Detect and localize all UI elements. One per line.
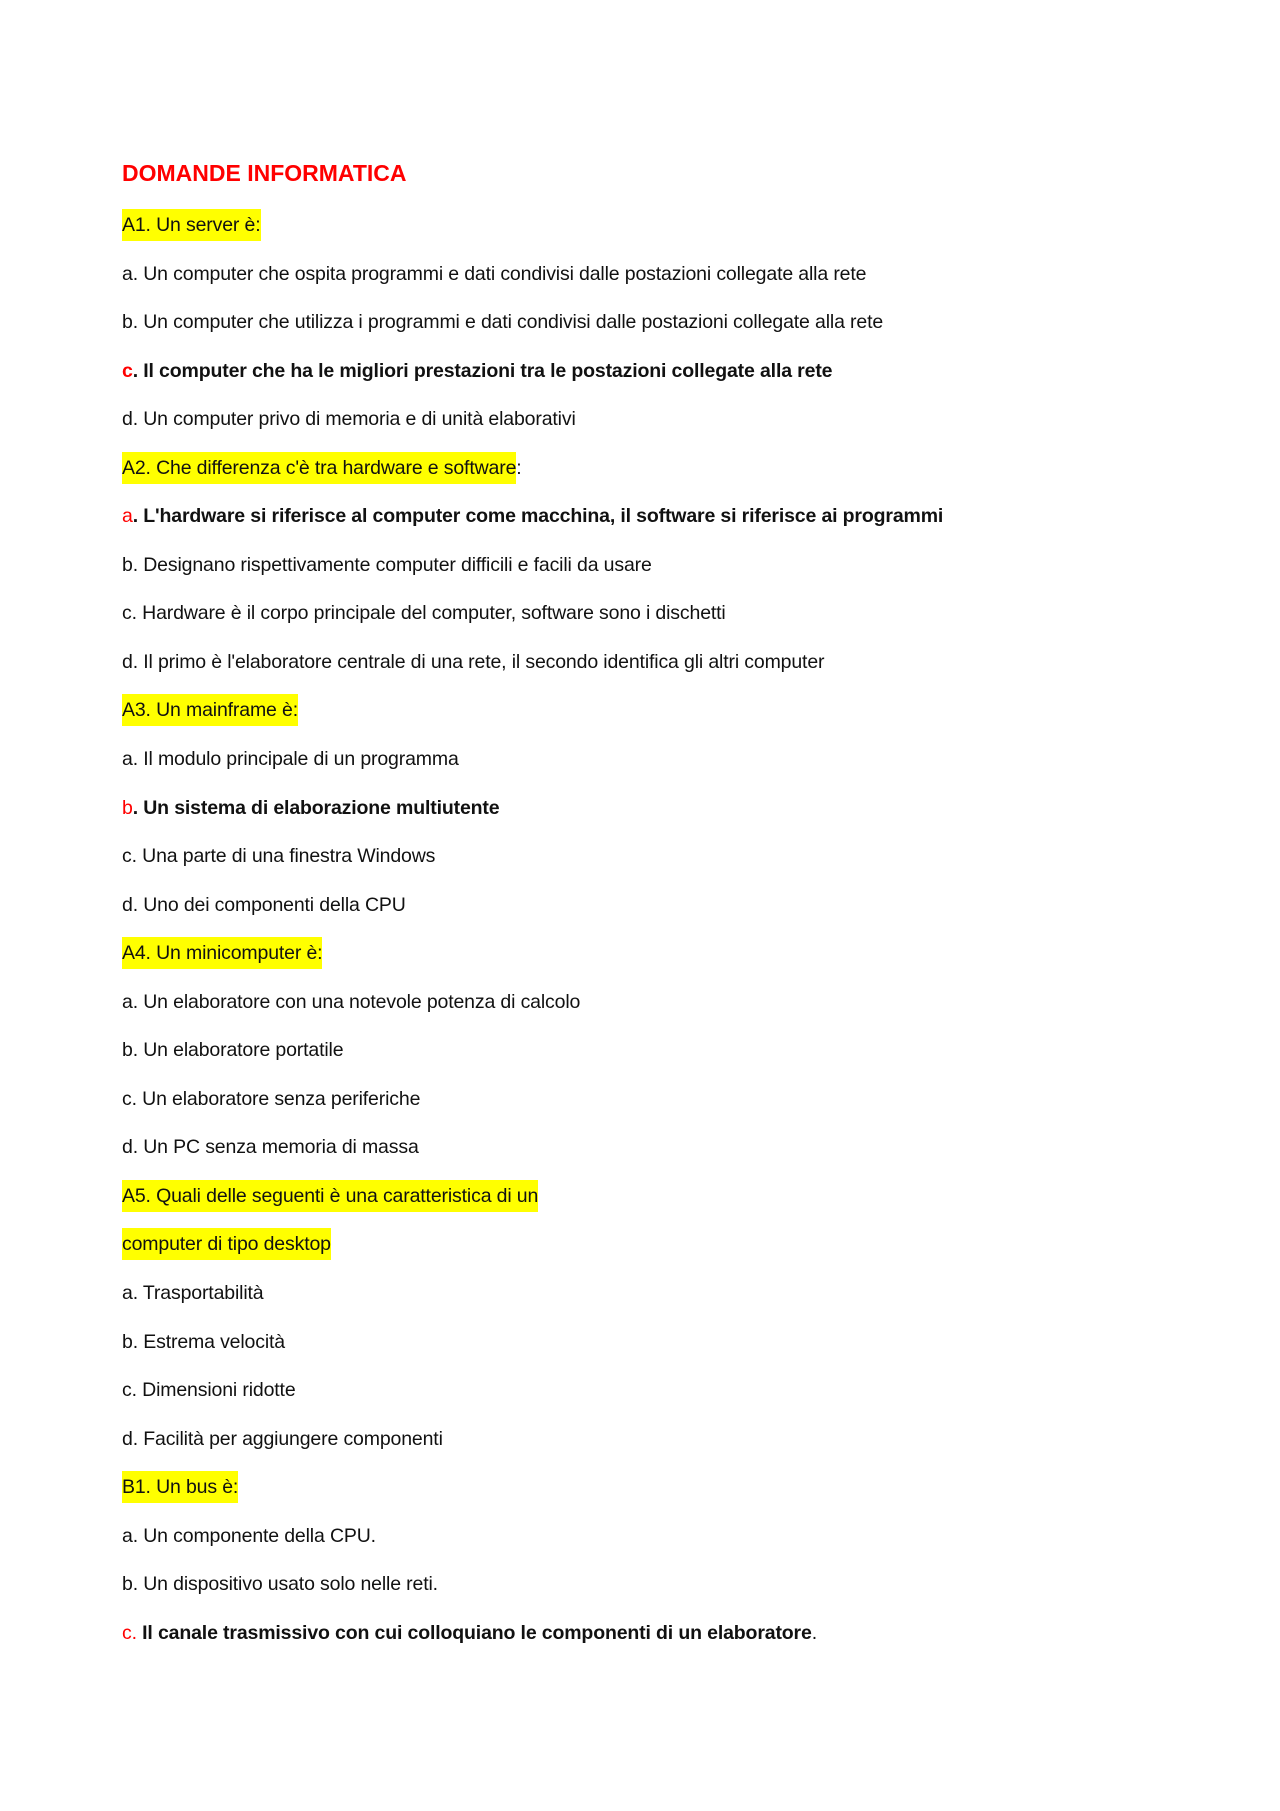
option-letter: b — [122, 1330, 133, 1353]
document-title: DOMANDE INFORMATICA — [122, 160, 407, 186]
option-letter: d — [122, 1136, 133, 1159]
option-text: Il computer che ha le migliori prestazioni tra le postazioni collegate alla rete — [143, 359, 833, 382]
correct-answer-marker: a — [122, 505, 133, 528]
option-a5-a: a. Trasportabilità — [122, 1282, 264, 1305]
option-a4-b: b. Un elaboratore portatile — [122, 1039, 344, 1062]
question-a4 — [122, 929, 1162, 978]
option-letter: c — [122, 845, 132, 868]
option-letter: b — [122, 1573, 133, 1596]
question-text: computer di tipo desktop — [122, 1228, 331, 1260]
option-letter: d — [122, 893, 133, 916]
option-a3-b-correct: b. Un sistema di elaborazione multiutente — [122, 796, 500, 819]
question-text: A1. Un server è: — [122, 209, 261, 241]
question-text: A3. Un mainframe è: — [122, 694, 298, 726]
question-text: A4. Un minicomputer è: — [122, 937, 322, 969]
option-text: Designano rispettivamente computer difficili e facili da usare — [143, 553, 652, 576]
option-letter: a — [122, 1524, 133, 1547]
option-a1-a: a. Un computer che ospita programmi e dati condivisi dalle postazioni collegate alla rete — [122, 262, 867, 285]
option-letter: a — [122, 748, 133, 771]
option-letter: b — [122, 1039, 133, 1062]
option-letter: d — [122, 408, 133, 431]
option-a2-d: d. Il primo è l'elaboratore centrale di una rete, il secondo identifica gli altri computer — [122, 650, 825, 673]
option-text: Un dispositivo usato solo nelle reti. — [143, 1573, 438, 1596]
correct-answer-marker: b — [122, 796, 133, 819]
option-text: Uno dei componenti della CPU — [143, 893, 406, 916]
option-a1-c-correct: c. Il computer che ha le migliori prestazioni tra le postazioni collegate alla rete — [122, 359, 833, 382]
question-list — [122, 201, 1162, 1657]
option-letter: d — [122, 650, 133, 673]
option-a2-b: b. Designano rispettivamente computer difficili e facili da usare — [122, 553, 652, 576]
option-a2-a-correct: a. L'hardware si riferisce al computer come macchina, il software si riferisce ai programmi — [122, 505, 944, 528]
option-letter: c — [122, 602, 132, 625]
option-text: Un elaboratore portatile — [143, 1039, 344, 1062]
option-letter: a — [122, 1282, 133, 1305]
option-letter: b — [122, 553, 133, 576]
option-a3-d: d. Uno dei componenti della CPU — [122, 893, 406, 916]
option-a1-b: b. Un computer che utilizza i programmi e dati condivisi dalle postazioni collegate alla rete — [122, 311, 884, 334]
option-letter: a — [122, 262, 133, 285]
option-b1-a: a. Un componente della CPU. — [122, 1524, 376, 1547]
correct-answer-marker: c — [122, 1621, 132, 1644]
option-text: Un PC senza memoria di massa — [143, 1136, 419, 1159]
option-text: Trasportabilità — [142, 1282, 264, 1305]
option-a3-a: a. Il modulo principale di un programma — [122, 748, 459, 771]
option-text: Un computer privo di memoria e di unità elaborativi — [143, 408, 576, 431]
question-text: A2. Che differenza c'è tra hardware e software — [122, 452, 516, 484]
question-a3 — [122, 686, 1162, 735]
option-letter: a — [122, 990, 133, 1013]
question-text: B1. Un bus è: — [122, 1471, 238, 1503]
option-text: Il modulo principale di un programma — [143, 748, 459, 771]
option-text: Una parte di una finestra Windows — [142, 845, 436, 868]
option-text: Un elaboratore con una notevole potenza di calcolo — [143, 990, 581, 1013]
option-letter: c — [122, 1087, 132, 1110]
option-text: Il canale trasmissivo con cui colloquiano le componenti di un elaboratore — [142, 1621, 812, 1644]
option-b1-c-correct: c. Il canale trasmissivo con cui colloquiano le componenti di un elaboratore. — [122, 1621, 817, 1644]
option-text: Un computer che ospita programmi e dati condivisi dalle postazioni collegate alla rete — [143, 262, 867, 285]
question-text: A5. Quali delle seguenti è una caratteristica di un — [122, 1180, 538, 1212]
option-text: Facilità per aggiungere componenti — [143, 1427, 443, 1450]
option-text: Un componente della CPU. — [143, 1524, 376, 1547]
option-letter: b — [122, 311, 133, 334]
option-letter: c — [122, 1379, 132, 1402]
option-trailing: . — [811, 1621, 817, 1644]
option-b1-b: b. Un dispositivo usato solo nelle reti. — [122, 1573, 438, 1596]
option-a5-b: b. Estrema velocità — [122, 1330, 285, 1353]
option-text: Il primo è l'elaboratore centrale di una rete, il secondo identifica gli altri computer — [143, 650, 825, 673]
option-a1-d: d. Un computer privo di memoria e di unità elaborativi — [122, 408, 576, 431]
question-a5-line-2 — [122, 1220, 1162, 1269]
option-a4-d: d. Un PC senza memoria di massa — [122, 1136, 419, 1159]
option-a3-c: c. Una parte di una finestra Windows — [122, 845, 436, 868]
option-a4-a: a. Un elaboratore con una notevole potenza di calcolo — [122, 990, 581, 1013]
question-suffix: : — [516, 456, 522, 479]
option-a5-c: c. Dimensioni ridotte — [122, 1379, 296, 1402]
option-letter: d — [122, 1427, 133, 1450]
question-a1 — [122, 201, 1162, 250]
option-a2-c: c. Hardware è il corpo principale del computer, software sono i dischetti — [122, 602, 726, 625]
option-a5-d: d. Facilità per aggiungere componenti — [122, 1427, 443, 1450]
option-text: Dimensioni ridotte — [142, 1379, 296, 1402]
question-b1 — [122, 1463, 1162, 1512]
question-a5-line-1 — [122, 1172, 1162, 1221]
option-a4-c: c. Un elaboratore senza periferiche — [122, 1087, 421, 1110]
option-text: Un elaboratore senza periferiche — [142, 1087, 421, 1110]
option-text: Estrema velocità — [143, 1330, 285, 1353]
option-text: Hardware è il corpo principale del computer, software sono i dischetti — [142, 602, 726, 625]
option-text: L'hardware si riferisce al computer come macchina, il software si riferisce ai programmi — [143, 505, 944, 528]
question-a2 — [122, 444, 1162, 493]
correct-answer-marker: c — [122, 359, 133, 382]
option-text: Un sistema di elaborazione multiutente — [143, 796, 500, 819]
option-text: Un computer che utilizza i programmi e dati condivisi dalle postazioni collegate alla rete — [143, 311, 884, 334]
